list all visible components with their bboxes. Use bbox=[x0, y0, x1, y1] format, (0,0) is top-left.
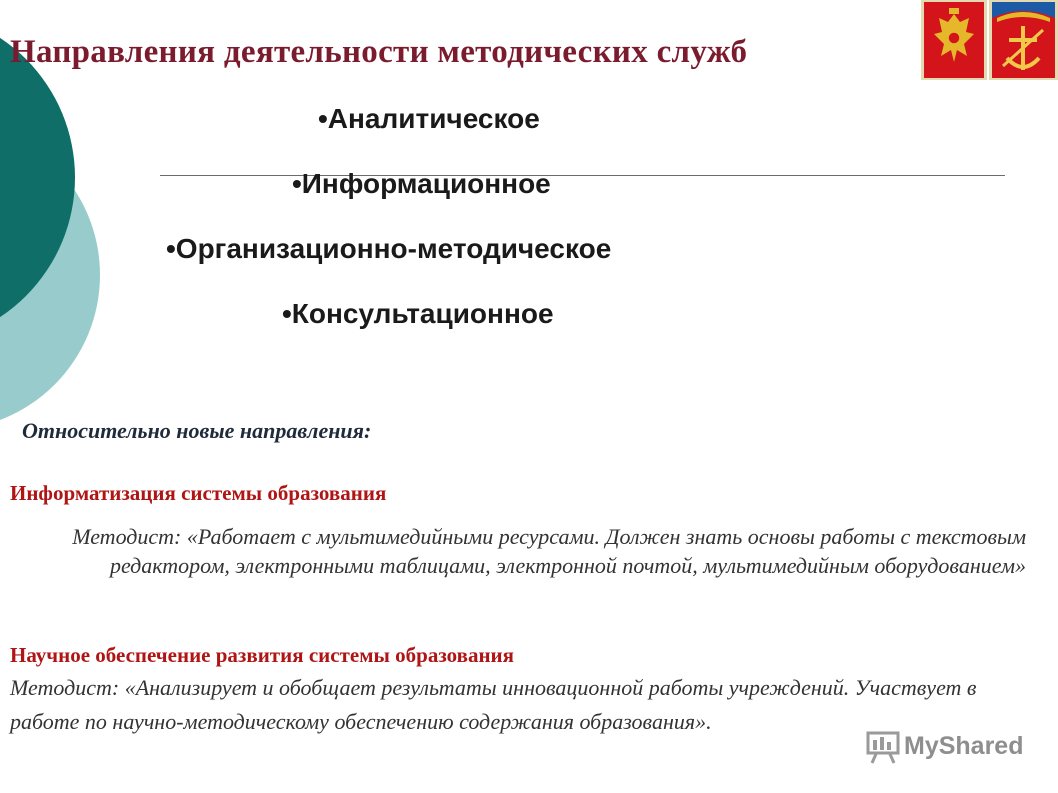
russia-coat-of-arms-icon bbox=[921, 0, 987, 80]
watermark bbox=[866, 730, 1026, 764]
page-title: Направления деятельности методических служб bbox=[10, 34, 748, 70]
bullet-informational: •Информационное bbox=[292, 168, 551, 199]
bullet-consulting: •Консультационное bbox=[282, 298, 554, 329]
section-title-scientific-support: Научное обеспечение развития системы образования bbox=[10, 643, 515, 667]
murmansk-region-coat-of-arms-icon bbox=[989, 0, 1058, 80]
section-title-informatization: Информатизация системы образования bbox=[10, 481, 387, 505]
section-quote-scientific-support: Методист: «Анализирует и обобщает результаты инновационной работы учреждений. Участвует в работе по научно-методическому обеспечению содержания образования». bbox=[10, 675, 977, 734]
section-quote-informatization: Методист: «Работает с мультимедийными ресурсами. Должен знать основы работы с текстовым редактором, электронными таблицами, электронной почтой, мультимедийным оборудованием» bbox=[72, 524, 1026, 578]
presentation-board-icon bbox=[866, 730, 900, 764]
emblems bbox=[921, 0, 1058, 80]
bullet-organizational-methodical: •Организационно-методическое bbox=[166, 233, 612, 264]
subheading: Относительно новые направления: bbox=[22, 418, 372, 443]
watermark-text: MyShared bbox=[904, 732, 1024, 760]
divider-line bbox=[160, 175, 1005, 176]
bullet-analytical: •Аналитическое bbox=[318, 103, 540, 134]
